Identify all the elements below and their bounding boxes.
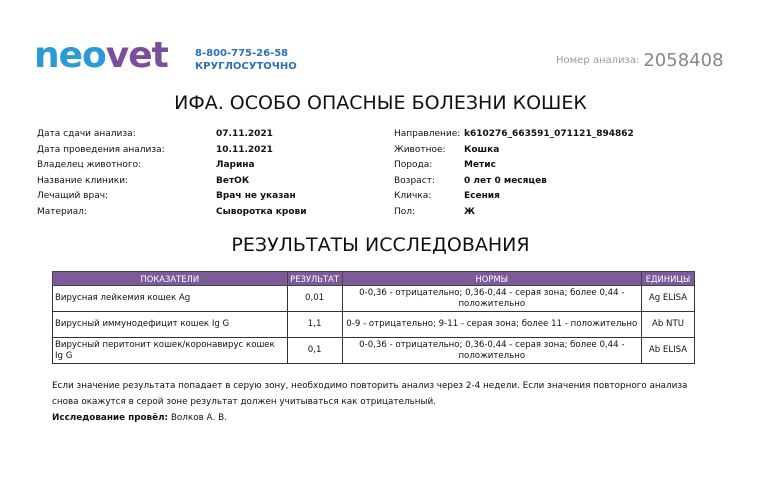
indicator: Вирусный иммунодефицит кошек Ig G [53,312,288,338]
info-label: Направление: [394,129,461,139]
table-header [53,272,695,286]
result: 0,01 [287,286,342,312]
norms: 0-9 - отрицательно; 9-11 - серая зона; более 11 - положительно [342,312,641,338]
results-title: РЕЗУЛЬТАТЫ ИССЛЕДОВАНИЯ [231,234,530,256]
info-value: ВетОК [216,175,250,186]
info-value: Ж [464,206,476,217]
info-value: Врач не указан [216,191,296,202]
col-header: ЕДИНИЦЫ [641,272,694,286]
neovet-logo: neovet [34,35,168,76]
units: Ab NTU [641,312,694,338]
info-label: Дата сдачи анализа: [37,129,136,139]
col-header: РЕЗУЛЬТАТ [287,272,342,286]
col-header: НОРМЫ [342,272,641,286]
right-info-labels [394,127,460,221]
note-text: Если значение результата попадает в серую зону, необходимо повторить анализ через 2-4 недели. Если значения повторного анализа снова окажутся в серой зоне результат должен учитываться как отрицательный. [52,381,688,407]
result: 0,1 [287,338,342,364]
analysis-number: Номер анализа: 2058408 [556,50,724,71]
info-label: Пол: [394,206,416,217]
phone-number[interactable]: 8-800-775-26-58 [195,48,289,59]
table-row [53,338,695,364]
info-value: Метис [464,160,496,171]
info-label: Кличка: [394,191,432,202]
info-value: 07.11.2021 [216,129,273,139]
info-value: Кошка [464,144,500,155]
info-label: Название клиники: [37,175,129,186]
indicator: Вирусная лейкемия кошек Ag [53,286,288,312]
left-info-labels [37,127,165,221]
info-label: Дата проведения анализа: [37,144,165,155]
indicator: Вирусный перитонит кошек/коронавирус кошек Ig G [53,338,288,364]
info-label: Возраст: [394,175,435,186]
table-row [53,312,695,338]
units: Ag ELISA [641,286,694,312]
info-value: Ларина [216,160,255,171]
info-value: Сыворотка крови [216,206,307,217]
info-label: Животное: [394,144,446,155]
info-value: 0 лет 0 месяцев [464,175,547,186]
norms: 0-0,36 - отрицательно; 0,36-0,44 - серая зона; более 0,44 - положительно [342,338,641,364]
table-row [53,286,695,312]
contact-info [195,47,297,73]
units: Ab ELISA [641,338,694,364]
col-header: ПОКАЗАТЕЛИ [53,272,288,286]
info-value: k610276_663591_071121_894862 [464,129,634,139]
left-info-values [216,127,307,221]
signature-value: Волков А. В. [170,413,228,423]
hours: КРУГЛОСУТОЧНО [195,61,297,72]
signature [52,413,227,423]
page-title: ИФА. ОСОБО ОПАСНЫЕ БОЛЕЗНИ КОШЕК [174,92,587,114]
signature-label: Исследование провёл: [52,413,169,423]
info-label: Владелец животного: [37,160,142,171]
info-label: Лечащий врач: [37,191,109,202]
info-value: 10.11.2021 [216,144,273,155]
result: 1,1 [287,312,342,338]
norms: 0-0,36 - отрицательно; 0,36-0,44 - серая зона; более 0,44 - положительно [342,286,641,312]
info-label: Материал: [37,206,87,217]
info-label: Порода: [394,160,433,171]
results-table [52,271,695,364]
info-value: Есения [464,191,500,202]
right-info-values [464,127,634,221]
